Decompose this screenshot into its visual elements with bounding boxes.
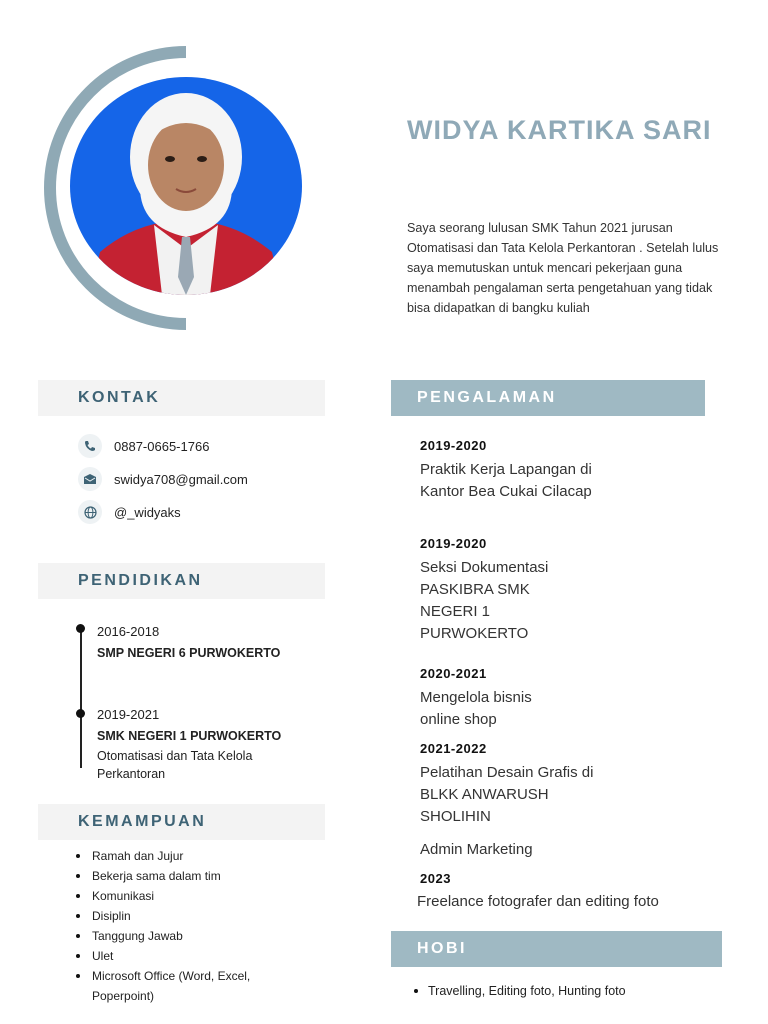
education-years: 2016-2018 xyxy=(97,624,160,639)
globe-icon xyxy=(78,500,102,524)
profile-photo xyxy=(70,77,302,295)
contact-phone[interactable] xyxy=(78,434,209,458)
contact-social[interactable] xyxy=(78,500,181,524)
list-item: Komunikasi xyxy=(76,886,306,906)
list-item: Bekerja sama dalam tim xyxy=(76,866,306,886)
hobby-heading: HOBI xyxy=(391,931,722,967)
profile-summary: Saya seorang lulusan SMK Tahun 2021 jurusan Otomatisasi dan Tata Kelola Perkantoran . Setelah lulus saya memutuskan untuk mencari pekerjaan guna menambah pengalaman serta pengetahuan yang tidak bisa didapatkan di bangku kuliah xyxy=(407,221,719,315)
education-major: Otomatisasi dan Tata Kelola Perkantoran xyxy=(97,749,253,781)
email-icon xyxy=(78,467,102,491)
education-school: SMP NEGERI 6 PURWOKERTO xyxy=(97,646,281,660)
list-item: Ramah dan Jujur xyxy=(76,846,306,866)
email-address: swidya708@gmail.com xyxy=(114,471,248,487)
list-item: Microsoft Office (Word, Excel, Poperpoint) xyxy=(76,966,306,1006)
contact-email[interactable] xyxy=(78,467,248,491)
timeline-dot xyxy=(76,624,85,633)
experience-description: Pelatihan Desain Grafis di BLKK ANWARUSH SHOLIHIN xyxy=(420,764,594,825)
candidate-name: WIDYA KARTIKA SARI xyxy=(407,115,712,145)
phone-icon xyxy=(78,434,102,458)
skills-heading: KEMAMPUAN xyxy=(38,804,325,840)
experience-description: Admin Marketing xyxy=(420,841,533,858)
hobby-text: Travelling, Editing foto, Hunting foto xyxy=(428,984,626,998)
phone-number: 0887-0665-1766 xyxy=(114,438,210,454)
experience-description: Seksi Dokumentasi PASKIBRA SMK NEGERI 1 PURWOKERTO xyxy=(420,559,549,642)
timeline-dot xyxy=(76,709,85,718)
bullet-icon xyxy=(414,989,418,993)
list-item xyxy=(414,984,626,998)
skills-list xyxy=(76,846,306,1006)
experience-year: 2023 xyxy=(420,871,451,886)
list-item: Disiplin xyxy=(76,906,306,926)
person-photo-icon xyxy=(70,77,302,295)
experience-year: 2020-2021 xyxy=(420,666,487,681)
social-handle: @_widyaks xyxy=(114,504,181,520)
experience-description: Freelance fotografer dan editing foto xyxy=(417,893,659,910)
profile-photo-frame xyxy=(36,46,316,330)
education-timeline xyxy=(80,628,82,768)
experience-year: 2021-2022 xyxy=(420,741,487,756)
education-school: SMK NEGERI 1 PURWOKERTO xyxy=(97,729,282,743)
list-item: Ulet xyxy=(76,946,306,966)
experience-year: 2019-2020 xyxy=(420,536,487,551)
list-item: Tanggung Jawab xyxy=(76,926,306,946)
experience-description: Praktik Kerja Lapangan di Kantor Bea Cukai Cilacap xyxy=(420,461,592,500)
education-years: 2019-2021 xyxy=(97,707,160,722)
experience-year: 2019-2020 xyxy=(420,438,487,453)
education-heading: PENDIDIKAN xyxy=(38,563,325,599)
contact-heading: KONTAK xyxy=(38,380,325,416)
experience-heading: PENGALAMAN xyxy=(391,380,705,416)
experience-description: Mengelola bisnis online shop xyxy=(420,689,532,728)
